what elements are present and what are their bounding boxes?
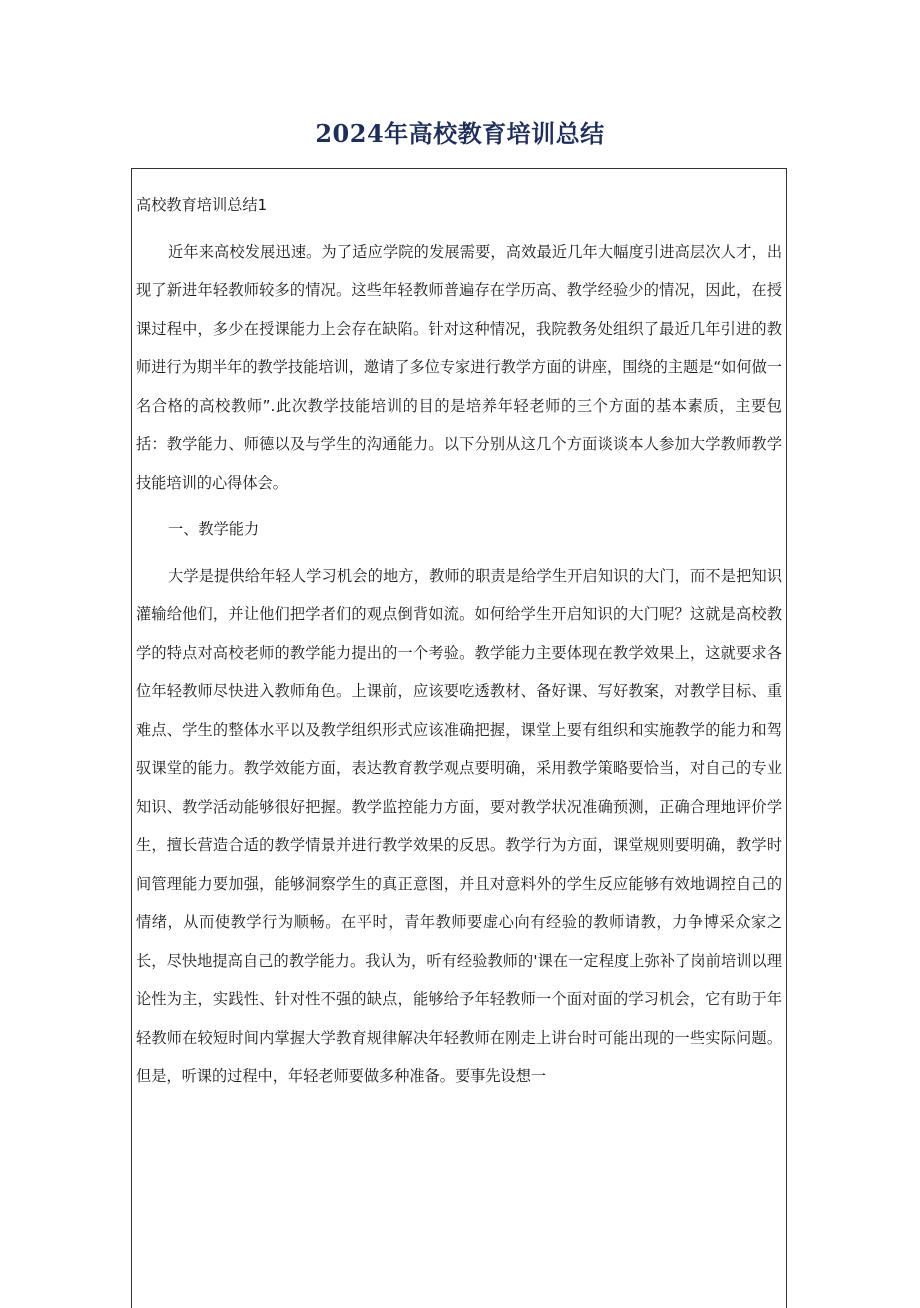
spacer bbox=[136, 502, 782, 510]
intro-paragraph: 近年来高校发展迅速。为了适应学院的发展需要，高效最近几年大幅度引进高层次人才，出现了新进年轻教师较多的情况。这些年轻教师普遍存在学历高、教学经验少的情况，因此，在授课过程中，多少在授课能力上会存在缺陷。针对这种情况，我院教务处组织了最近几年引进的教师进行为期半年的教学技能培训，邀请了多位专家进行教学方面的讲座，围绕的主题是“如何做一名合格的高校教师”.此次教学技能培训的目的是培养年轻老师的三个方面的基本素质，主要包括：教学能力、师德以及与学生的沟通能力。以下分别从这几个方面谈谈本人参加大学教师教学技能培训的心得体会。 bbox=[136, 242, 782, 492]
teaching-ability-paragraph: 大学是提供给年轻人学习机会的地方，教师的职责是给学生开启知识的大门，而不是把知识灌输给他们，并让他们把学者们的观点倒背如流。如何给学生开启知识的大门呢？这就是高校教学的特点对高校老师的教学能力提出的一个考验。教学能力主要体现在教学效果上，这就要求各位年轻教师尽快进入教师角色。上课前，应该要吃透教材、备好课、写好教案，对教学目标、重难点、学生的整体水平以及教学组织形式应该准确把握，课堂上要有组织和实施教学的能力和驾驭课堂的能力。教学效能方面，表达教育教学观点要明确，采用教学策略要恰当，对自己的专业知识、教学活动能够很好把握。教学监控能力方面，要对教学状况准确预测，正确合理地评价学生，擅长营造合适的教学情景并进行教学效果的反思。教学行为方面，课堂规则要明确，教学时间管理能力要加强，能够洞察学生的真正意图，并且对意料外的学生反应能够有效地调控自己的情绪，从而使教学行为顺畅。在平时，青年教师要虚心向有经验的教师请教，力争博采众家之长，尽快地提高自己的教学能力。我认为，听有经验教师的'课在一定程度上弥补了岗前培训以理论性为主，实践性、针对性不强的缺点，能够给予年轻教师一个面对面的学习机会，它有助于年轻教师在较短时间内掌握大学教育规律解决年轻教师在刚走上讲台时可能出现的一些实际问题。但是，听课的过程中，年轻老师要做多种准备。要事先设想一 bbox=[136, 566, 782, 1085]
section-heading-teaching-ability: 一、教学能力 bbox=[168, 520, 260, 538]
document-title: 2024年高校教育培训总结 bbox=[315, 119, 605, 148]
section-label: 高校教育培训总结1 bbox=[136, 196, 268, 214]
spacer bbox=[136, 225, 782, 233]
document-body bbox=[136, 186, 782, 1096]
spacer bbox=[136, 549, 782, 557]
